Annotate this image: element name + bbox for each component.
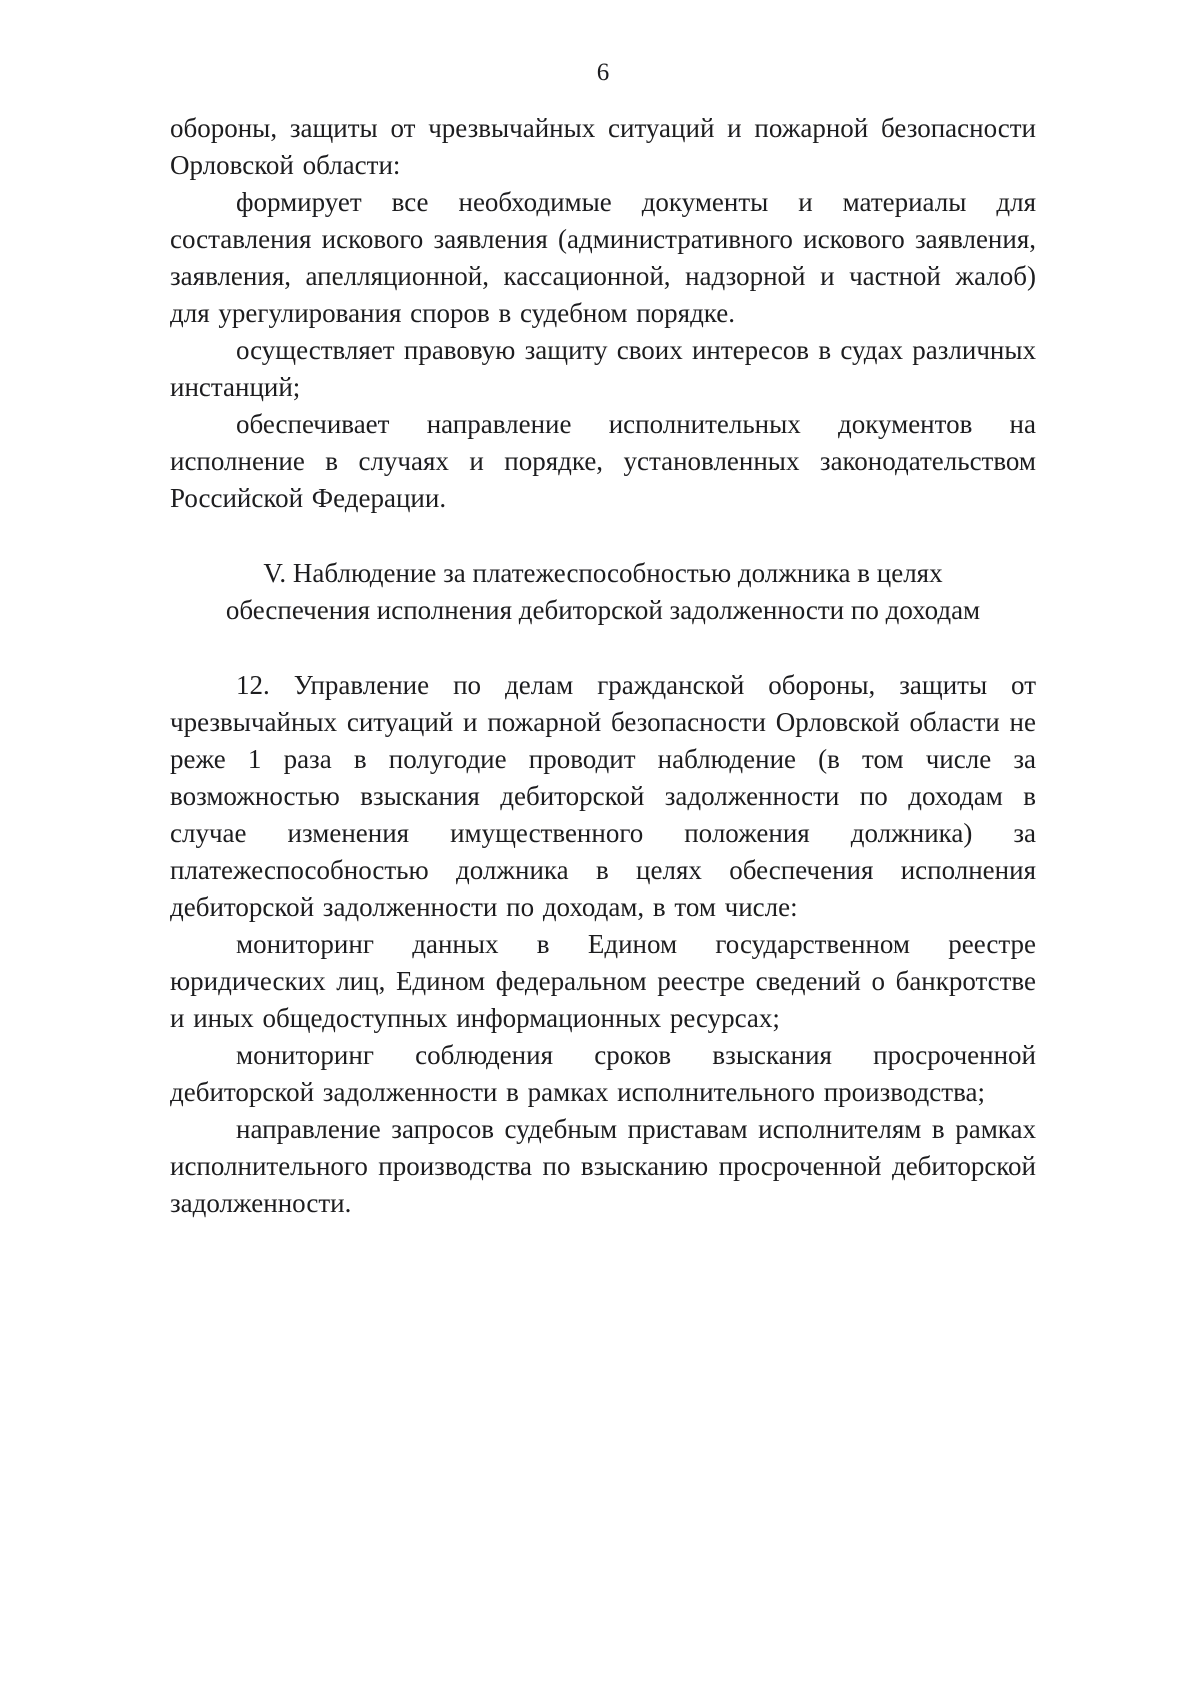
paragraph: формирует все необходимые документы и материалы для составления искового заявления (административного искового заявления, заявления, апелляционной, кассационной, надзорной и частной жалоб) для урегулирования споров в судебном порядке. [170, 186, 1036, 328]
paragraph: направление запросов судебным приставам исполнителям в рамках исполнительного производства по взысканию просроченной дебиторской задолженности. [170, 1113, 1036, 1218]
paragraph: обеспечивает направление исполнительных документов на исполнение в случаях и порядке, установленных законодательством Российской Федерации. [170, 408, 1036, 513]
paragraph: обороны, защиты от чрезвычайных ситуаций и пожарной безопасности Орловской области: [170, 113, 1036, 180]
paragraph: осуществляет правовую защиту своих интересов в судах различных инстанций; [170, 334, 1036, 402]
paragraph: мониторинг данных в Едином государственном реестре юридических лиц, Едином федеральном реестре сведений о банкротстве и иных общедоступных информационных ресурсах; [170, 928, 1036, 1033]
paragraph: мониторинг соблюдения сроков взыскания просроченной дебиторской задолженности в рамках исполнительного производства; [170, 1039, 1036, 1107]
section-heading: V. Наблюдение за платежеспособностью должника в целях обеспечения исполнения дебиторской задолженности по доходам [225, 557, 981, 625]
paragraph: 12. Управление по делам гражданской обороны, защиты от чрезвычайных ситуаций и пожарной безопасности Орловской области не реже 1 раза в полугодие проводит наблюдение (в том числе за возможностью взыскания дебиторской задолженности по доходам в случае изменения имущественного положения должника) за платежеспособностью должника в целях обеспечения исполнения дебиторской задолженности по доходам, в том числе: [170, 669, 1036, 922]
page-number: 6 [596, 59, 610, 86]
document-body [170, 110, 1036, 1222]
